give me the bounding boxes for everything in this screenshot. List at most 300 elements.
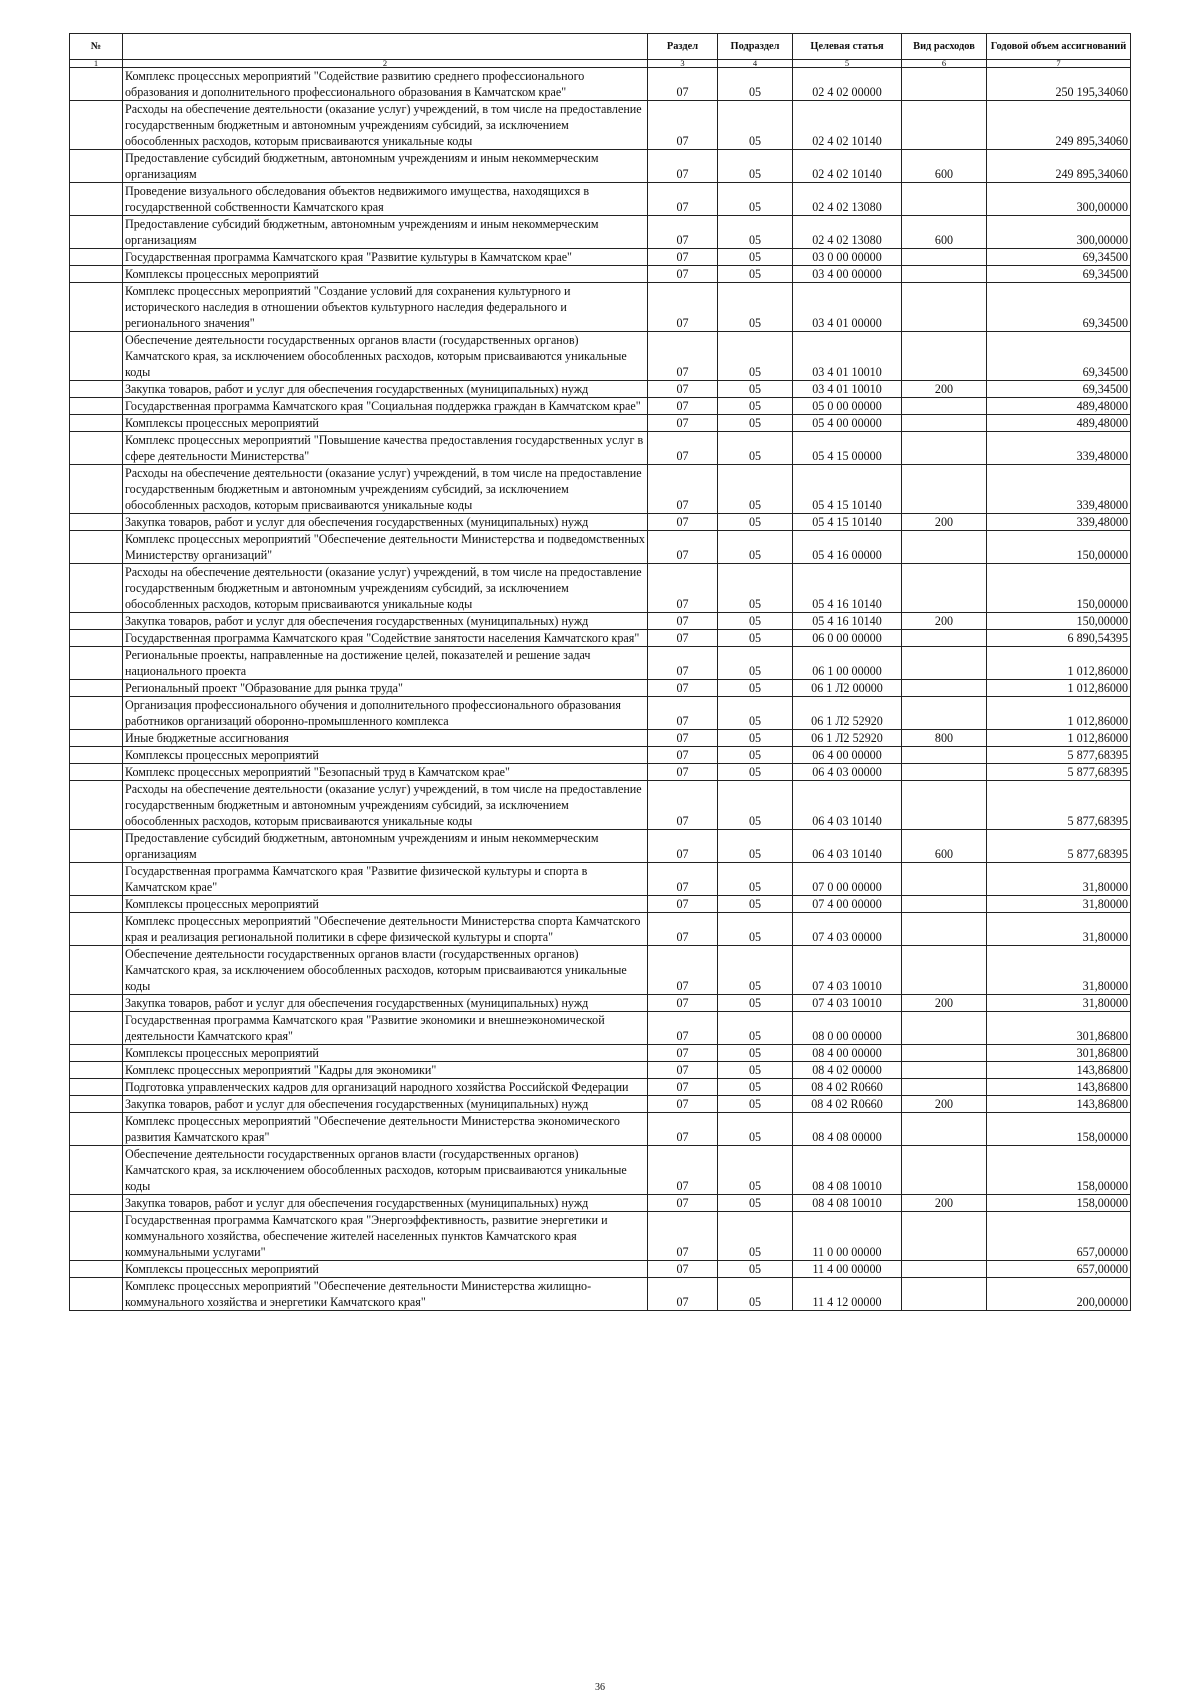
annual-amount: 69,34500 (987, 332, 1131, 381)
expense-type-code (902, 332, 987, 381)
table-row (70, 398, 1131, 415)
section-code: 07 (648, 1012, 718, 1045)
expense-name: Предоставление субсидий бюджетным, автономным учреждениям и иным некоммерческим организациям (123, 150, 648, 183)
subsection-code: 05 (718, 863, 793, 896)
target-article-code: 06 4 00 00000 (793, 747, 902, 764)
table-row (70, 747, 1131, 764)
row-number (70, 863, 123, 896)
row-number (70, 216, 123, 249)
target-article-code: 03 0 00 00000 (793, 249, 902, 266)
expense-type-code (902, 1212, 987, 1261)
table-row (70, 1195, 1131, 1212)
expense-name: Расходы на обеспечение деятельности (оказание услуг) учреждений, в том числе на предоставление государственным бюджетным и автономным учреждениям субсидий, за исключением обособленных расходов, которым присваиваются уникальные коды (123, 564, 648, 613)
subsection-code: 05 (718, 1079, 793, 1096)
annual-amount: 31,80000 (987, 913, 1131, 946)
section-code: 07 (648, 183, 718, 216)
subsection-code: 05 (718, 830, 793, 863)
table-row (70, 150, 1131, 183)
row-number (70, 266, 123, 283)
row-number (70, 381, 123, 398)
subsection-code: 05 (718, 398, 793, 415)
expense-name: Закупка товаров, работ и услуг для обеспечения государственных (муниципальных) нужд (123, 1096, 648, 1113)
annual-amount: 5 877,68395 (987, 830, 1131, 863)
target-article-code: 02 4 02 10140 (793, 150, 902, 183)
column-number: 3 (648, 60, 718, 68)
target-article-code: 08 4 02 R0660 (793, 1079, 902, 1096)
subsection-code: 05 (718, 995, 793, 1012)
annual-amount: 69,34500 (987, 381, 1131, 398)
expense-type-code (902, 1062, 987, 1079)
section-code: 07 (648, 913, 718, 946)
expense-type-code (902, 564, 987, 613)
row-number (70, 680, 123, 697)
header-number: № (70, 34, 123, 60)
annual-amount: 1 012,86000 (987, 697, 1131, 730)
target-article-code: 06 1 00 00000 (793, 647, 902, 680)
annual-amount: 5 877,68395 (987, 747, 1131, 764)
expense-type-code: 200 (902, 1195, 987, 1212)
expense-type-code: 600 (902, 830, 987, 863)
row-number (70, 995, 123, 1012)
annual-amount: 143,86800 (987, 1096, 1131, 1113)
table-row (70, 1261, 1131, 1278)
target-article-code: 03 4 01 00000 (793, 283, 902, 332)
annual-amount: 143,86800 (987, 1062, 1131, 1079)
expense-type-code (902, 432, 987, 465)
expense-name: Расходы на обеспечение деятельности (оказание услуг) учреждений, в том числе на предоставление государственным бюджетным и автономным учреждениям субсидий, за исключением обособленных расходов, которым присваиваются уникальные коды (123, 781, 648, 830)
target-article-code: 06 4 03 10140 (793, 781, 902, 830)
header-expense-type: Вид расходов (902, 34, 987, 60)
row-number (70, 730, 123, 747)
section-code: 07 (648, 1261, 718, 1278)
section-code: 07 (648, 781, 718, 830)
table-row (70, 764, 1131, 781)
subsection-code: 05 (718, 1062, 793, 1079)
target-article-code: 05 4 00 00000 (793, 415, 902, 432)
annual-amount: 200,00000 (987, 1278, 1131, 1311)
row-number (70, 1079, 123, 1096)
table-row (70, 68, 1131, 101)
table-row (70, 465, 1131, 514)
target-article-code: 06 4 03 10140 (793, 830, 902, 863)
subsection-code: 05 (718, 1261, 793, 1278)
expense-type-code (902, 1045, 987, 1062)
section-code: 07 (648, 432, 718, 465)
target-article-code: 05 4 16 10140 (793, 564, 902, 613)
target-article-code: 07 4 03 10010 (793, 946, 902, 995)
annual-amount: 31,80000 (987, 863, 1131, 896)
expense-name: Обеспечение деятельности государственных органов власти (государственных органов) Камчатского края, за исключением обособленных расходов, которым присваиваются уникальные коды (123, 1146, 648, 1195)
target-article-code: 02 4 02 13080 (793, 216, 902, 249)
table-row (70, 1079, 1131, 1096)
annual-amount: 143,86800 (987, 1079, 1131, 1096)
section-code: 07 (648, 1096, 718, 1113)
section-code: 07 (648, 647, 718, 680)
subsection-code: 05 (718, 1278, 793, 1311)
annual-amount: 300,00000 (987, 216, 1131, 249)
section-code: 07 (648, 630, 718, 647)
expense-name: Расходы на обеспечение деятельности (оказание услуг) учреждений, в том числе на предоставление государственным бюджетным и автономным учреждениям субсидий, за исключением обособленных расходов, которым присваиваются уникальные коды (123, 465, 648, 514)
expense-type-code (902, 101, 987, 150)
expense-type-code: 200 (902, 995, 987, 1012)
header-subsection: Подраздел (718, 34, 793, 60)
section-code: 07 (648, 415, 718, 432)
table-row (70, 381, 1131, 398)
column-number: 4 (718, 60, 793, 68)
section-code: 07 (648, 531, 718, 564)
section-code: 07 (648, 1212, 718, 1261)
expense-name: Государственная программа Камчатского края "Социальная поддержка граждан в Камчатском крае" (123, 398, 648, 415)
section-code: 07 (648, 896, 718, 913)
column-number: 2 (123, 60, 648, 68)
subsection-code: 05 (718, 764, 793, 781)
expense-name: Обеспечение деятельности государственных органов власти (государственных органов) Камчатского края, за исключением обособленных расходов, которым присваиваются уникальные коды (123, 946, 648, 995)
expense-name: Комплекс процессных мероприятий "Обеспечение деятельности Министерства спорта Камчатского края и реализация региональной политики в сфере физической культуры и спорта" (123, 913, 648, 946)
row-number (70, 332, 123, 381)
row-number (70, 896, 123, 913)
expense-type-code (902, 764, 987, 781)
row-number (70, 613, 123, 630)
table-row (70, 830, 1131, 863)
row-number (70, 630, 123, 647)
expense-type-code (902, 1278, 987, 1311)
row-number (70, 1212, 123, 1261)
subsection-code: 05 (718, 514, 793, 531)
expense-type-code (902, 896, 987, 913)
table-row (70, 896, 1131, 913)
section-code: 07 (648, 946, 718, 995)
table-row (70, 183, 1131, 216)
expense-name: Организация профессионального обучения и дополнительного профессионального образования работников организаций оборонно-промышленного комплекса (123, 697, 648, 730)
header-target-article: Целевая статья (793, 34, 902, 60)
row-number (70, 101, 123, 150)
row-number (70, 1062, 123, 1079)
subsection-code: 05 (718, 781, 793, 830)
expense-name: Комплекс процессных мероприятий "Повышение качества предоставления государственных услуг в сфере деятельности Министерства" (123, 432, 648, 465)
page-number: 36 (595, 1682, 605, 1693)
expense-name: Комплекс процессных мероприятий "Кадры для экономики" (123, 1062, 648, 1079)
section-code: 07 (648, 216, 718, 249)
table-row (70, 647, 1131, 680)
expense-name: Государственная программа Камчатского края "Развитие культуры в Камчатском крае" (123, 249, 648, 266)
table-row (70, 630, 1131, 647)
target-article-code: 07 4 03 00000 (793, 913, 902, 946)
table-row (70, 1278, 1131, 1311)
table-row (70, 946, 1131, 995)
subsection-code: 05 (718, 613, 793, 630)
table-row (70, 863, 1131, 896)
row-number (70, 514, 123, 531)
expense-name: Региональный проект "Образование для рынка труда" (123, 680, 648, 697)
row-number (70, 183, 123, 216)
expense-name: Комплексы процессных мероприятий (123, 896, 648, 913)
annual-amount: 301,86800 (987, 1012, 1131, 1045)
table-row (70, 266, 1131, 283)
subsection-code: 05 (718, 564, 793, 613)
target-article-code: 08 0 00 00000 (793, 1012, 902, 1045)
row-number (70, 564, 123, 613)
table-row (70, 1113, 1131, 1146)
expense-type-code (902, 415, 987, 432)
annual-amount: 339,48000 (987, 465, 1131, 514)
subsection-code: 05 (718, 1195, 793, 1212)
section-code: 07 (648, 266, 718, 283)
row-number (70, 1096, 123, 1113)
table-row (70, 101, 1131, 150)
annual-amount: 5 877,68395 (987, 781, 1131, 830)
expense-name: Комплекс процессных мероприятий "Обеспечение деятельности Министерства и подведомственных Министерству организаций" (123, 531, 648, 564)
table-row (70, 1012, 1131, 1045)
annual-amount: 489,48000 (987, 398, 1131, 415)
section-code: 07 (648, 465, 718, 514)
expense-type-code: 600 (902, 216, 987, 249)
target-article-code: 05 4 15 10140 (793, 514, 902, 531)
expense-name: Иные бюджетные ассигнования (123, 730, 648, 747)
annual-amount: 249 895,34060 (987, 101, 1131, 150)
expense-type-code (902, 266, 987, 283)
target-article-code: 06 0 00 00000 (793, 630, 902, 647)
annual-amount: 69,34500 (987, 283, 1131, 332)
expense-type-code: 200 (902, 381, 987, 398)
row-number (70, 764, 123, 781)
expense-type-code (902, 647, 987, 680)
annual-amount: 249 895,34060 (987, 150, 1131, 183)
section-code: 07 (648, 995, 718, 1012)
expense-type-code (902, 283, 987, 332)
target-article-code: 05 4 16 00000 (793, 531, 902, 564)
row-number (70, 1012, 123, 1045)
target-article-code: 03 4 01 10010 (793, 332, 902, 381)
expense-type-code (902, 747, 987, 764)
subsection-code: 05 (718, 101, 793, 150)
row-number (70, 1146, 123, 1195)
annual-amount: 31,80000 (987, 896, 1131, 913)
annual-amount: 6 890,54395 (987, 630, 1131, 647)
section-code: 07 (648, 730, 718, 747)
subsection-code: 05 (718, 183, 793, 216)
annual-amount: 31,80000 (987, 946, 1131, 995)
expense-type-code (902, 1079, 987, 1096)
section-code: 07 (648, 1146, 718, 1195)
target-article-code: 03 4 00 00000 (793, 266, 902, 283)
section-code: 07 (648, 1195, 718, 1212)
expense-type-code (902, 863, 987, 896)
expense-name: Закупка товаров, работ и услуг для обеспечения государственных (муниципальных) нужд (123, 613, 648, 630)
subsection-code: 05 (718, 216, 793, 249)
section-code: 07 (648, 398, 718, 415)
row-number (70, 1113, 123, 1146)
table-row (70, 531, 1131, 564)
section-code: 07 (648, 381, 718, 398)
target-article-code: 05 4 15 00000 (793, 432, 902, 465)
target-article-code: 05 4 15 10140 (793, 465, 902, 514)
target-article-code: 08 4 08 10010 (793, 1146, 902, 1195)
section-code: 07 (648, 283, 718, 332)
row-number (70, 150, 123, 183)
annual-amount: 300,00000 (987, 183, 1131, 216)
table-row (70, 613, 1131, 630)
column-numbers-row (70, 60, 1131, 68)
expense-type-code: 200 (902, 514, 987, 531)
subsection-code: 05 (718, 647, 793, 680)
section-code: 07 (648, 101, 718, 150)
table-row (70, 564, 1131, 613)
target-article-code: 11 4 12 00000 (793, 1278, 902, 1311)
row-number (70, 283, 123, 332)
target-article-code: 08 4 02 00000 (793, 1062, 902, 1079)
expense-name: Государственная программа Камчатского края "Развитие физической культуры и спорта в Камчатском крае" (123, 863, 648, 896)
expense-name: Государственная программа Камчатского края "Развитие экономики и внешнеэкономической деятельности Камчатского края" (123, 1012, 648, 1045)
subsection-code: 05 (718, 332, 793, 381)
subsection-code: 05 (718, 465, 793, 514)
expense-name: Государственная программа Камчатского края "Содействие занятости населения Камчатского края" (123, 630, 648, 647)
row-number (70, 398, 123, 415)
annual-amount: 1 012,86000 (987, 647, 1131, 680)
section-code: 07 (648, 150, 718, 183)
subsection-code: 05 (718, 747, 793, 764)
row-number (70, 415, 123, 432)
annual-amount: 1 012,86000 (987, 680, 1131, 697)
annual-amount: 657,00000 (987, 1261, 1131, 1278)
subsection-code: 05 (718, 1012, 793, 1045)
expense-type-code (902, 398, 987, 415)
annual-amount: 158,00000 (987, 1146, 1131, 1195)
expense-type-code (902, 946, 987, 995)
table-row (70, 995, 1131, 1012)
target-article-code: 05 4 16 10140 (793, 613, 902, 630)
expense-name: Подготовка управленческих кадров для организаций народного хозяйства Российской Федерации (123, 1079, 648, 1096)
target-article-code: 02 4 02 13080 (793, 183, 902, 216)
subsection-code: 05 (718, 680, 793, 697)
row-number (70, 465, 123, 514)
subsection-code: 05 (718, 697, 793, 730)
budget-table (69, 33, 1131, 1311)
expense-name: Региональные проекты, направленные на достижение целей, показателей и решение задач национального проекта (123, 647, 648, 680)
expense-type-code (902, 249, 987, 266)
target-article-code: 11 4 00 00000 (793, 1261, 902, 1278)
target-article-code: 07 4 00 00000 (793, 896, 902, 913)
expense-name: Комплекс процессных мероприятий "Обеспечение деятельности Министерства экономического развития Камчатского края" (123, 1113, 648, 1146)
table-row (70, 1146, 1131, 1195)
expense-type-code (902, 913, 987, 946)
expense-type-code (902, 680, 987, 697)
subsection-code: 05 (718, 68, 793, 101)
expense-type-code (902, 531, 987, 564)
target-article-code: 03 4 01 10010 (793, 381, 902, 398)
row-number (70, 1278, 123, 1311)
expense-type-code (902, 68, 987, 101)
table-row (70, 1212, 1131, 1261)
section-code: 07 (648, 1278, 718, 1311)
target-article-code: 07 4 03 10010 (793, 995, 902, 1012)
section-code: 07 (648, 697, 718, 730)
subsection-code: 05 (718, 150, 793, 183)
table-row (70, 283, 1131, 332)
expense-name: Государственная программа Камчатского края "Энергоэффективность, развитие энергетики и коммунального хозяйства, обеспечение жителей населенных пунктов Камчатского края коммунальными услугами" (123, 1212, 648, 1261)
row-number (70, 432, 123, 465)
section-code: 07 (648, 1079, 718, 1096)
row-number (70, 1045, 123, 1062)
expense-type-code (902, 630, 987, 647)
annual-amount: 158,00000 (987, 1195, 1131, 1212)
expense-name: Комплекс процессных мероприятий "Содействие развитию среднего профессионального образования и дополнительного профессионального образования в Камчатском крае" (123, 68, 648, 101)
subsection-code: 05 (718, 283, 793, 332)
table-row (70, 432, 1131, 465)
table-row (70, 1045, 1131, 1062)
row-number (70, 747, 123, 764)
annual-amount: 69,34500 (987, 249, 1131, 266)
subsection-code: 05 (718, 946, 793, 995)
expense-name: Предоставление субсидий бюджетным, автономным учреждениям и иным некоммерческим организациям (123, 216, 648, 249)
expense-name: Комплекс процессных мероприятий "Создание условий для сохранения культурного и исторического наследия в отношении объектов культурного наследия федерального и регионального значения" (123, 283, 648, 332)
table-row (70, 730, 1131, 747)
expense-name: Комплексы процессных мероприятий (123, 1261, 648, 1278)
expense-type-code: 200 (902, 613, 987, 630)
expense-type-code (902, 781, 987, 830)
table-row (70, 781, 1131, 830)
annual-amount: 31,80000 (987, 995, 1131, 1012)
target-article-code: 11 0 00 00000 (793, 1212, 902, 1261)
subsection-code: 05 (718, 266, 793, 283)
expense-name: Комплекс процессных мероприятий "Обеспечение деятельности Министерства жилищно-коммунального хозяйства и энергетики Камчатского края" (123, 1278, 648, 1311)
subsection-code: 05 (718, 1113, 793, 1146)
annual-amount: 150,00000 (987, 613, 1131, 630)
row-number (70, 697, 123, 730)
row-number (70, 830, 123, 863)
annual-amount: 158,00000 (987, 1113, 1131, 1146)
section-code: 07 (648, 332, 718, 381)
header-name (123, 34, 648, 60)
annual-amount: 69,34500 (987, 266, 1131, 283)
target-article-code: 07 0 00 00000 (793, 863, 902, 896)
subsection-code: 05 (718, 1212, 793, 1261)
target-article-code: 08 4 02 R0660 (793, 1096, 902, 1113)
annual-amount: 301,86800 (987, 1045, 1131, 1062)
target-article-code: 08 4 08 00000 (793, 1113, 902, 1146)
annual-amount: 657,00000 (987, 1212, 1131, 1261)
expense-type-code (902, 1146, 987, 1195)
expense-name: Комплексы процессных мероприятий (123, 415, 648, 432)
target-article-code: 06 1 Л2 00000 (793, 680, 902, 697)
annual-amount: 339,48000 (987, 514, 1131, 531)
row-number (70, 913, 123, 946)
expense-name: Расходы на обеспечение деятельности (оказание услуг) учреждений, в том числе на предоставление государственным бюджетным и автономным учреждениям субсидий, за исключением обособленных расходов, которым присваиваются уникальные коды (123, 101, 648, 150)
row-number (70, 531, 123, 564)
expense-type-code: 600 (902, 150, 987, 183)
target-article-code: 02 4 02 00000 (793, 68, 902, 101)
row-number (70, 249, 123, 266)
table-row (70, 216, 1131, 249)
subsection-code: 05 (718, 1045, 793, 1062)
header-annual-amount: Годовой объем ассигнований (987, 34, 1131, 60)
expense-type-code (902, 1113, 987, 1146)
expense-name: Закупка товаров, работ и услуг для обеспечения государственных (муниципальных) нужд (123, 514, 648, 531)
annual-amount: 5 877,68395 (987, 764, 1131, 781)
annual-amount: 1 012,86000 (987, 730, 1131, 747)
subsection-code: 05 (718, 432, 793, 465)
expense-type-code (902, 1261, 987, 1278)
expense-name: Комплексы процессных мероприятий (123, 747, 648, 764)
expense-name: Закупка товаров, работ и услуг для обеспечения государственных (муниципальных) нужд (123, 381, 648, 398)
expense-type-code (902, 183, 987, 216)
subsection-code: 05 (718, 415, 793, 432)
expense-type-code (902, 697, 987, 730)
expense-name: Комплекс процессных мероприятий "Безопасный труд в Камчатском крае" (123, 764, 648, 781)
expense-name: Закупка товаров, работ и услуг для обеспечения государственных (муниципальных) нужд (123, 1195, 648, 1212)
header-row (70, 34, 1131, 60)
expense-name: Закупка товаров, работ и услуг для обеспечения государственных (муниципальных) нужд (123, 995, 648, 1012)
section-code: 07 (648, 249, 718, 266)
